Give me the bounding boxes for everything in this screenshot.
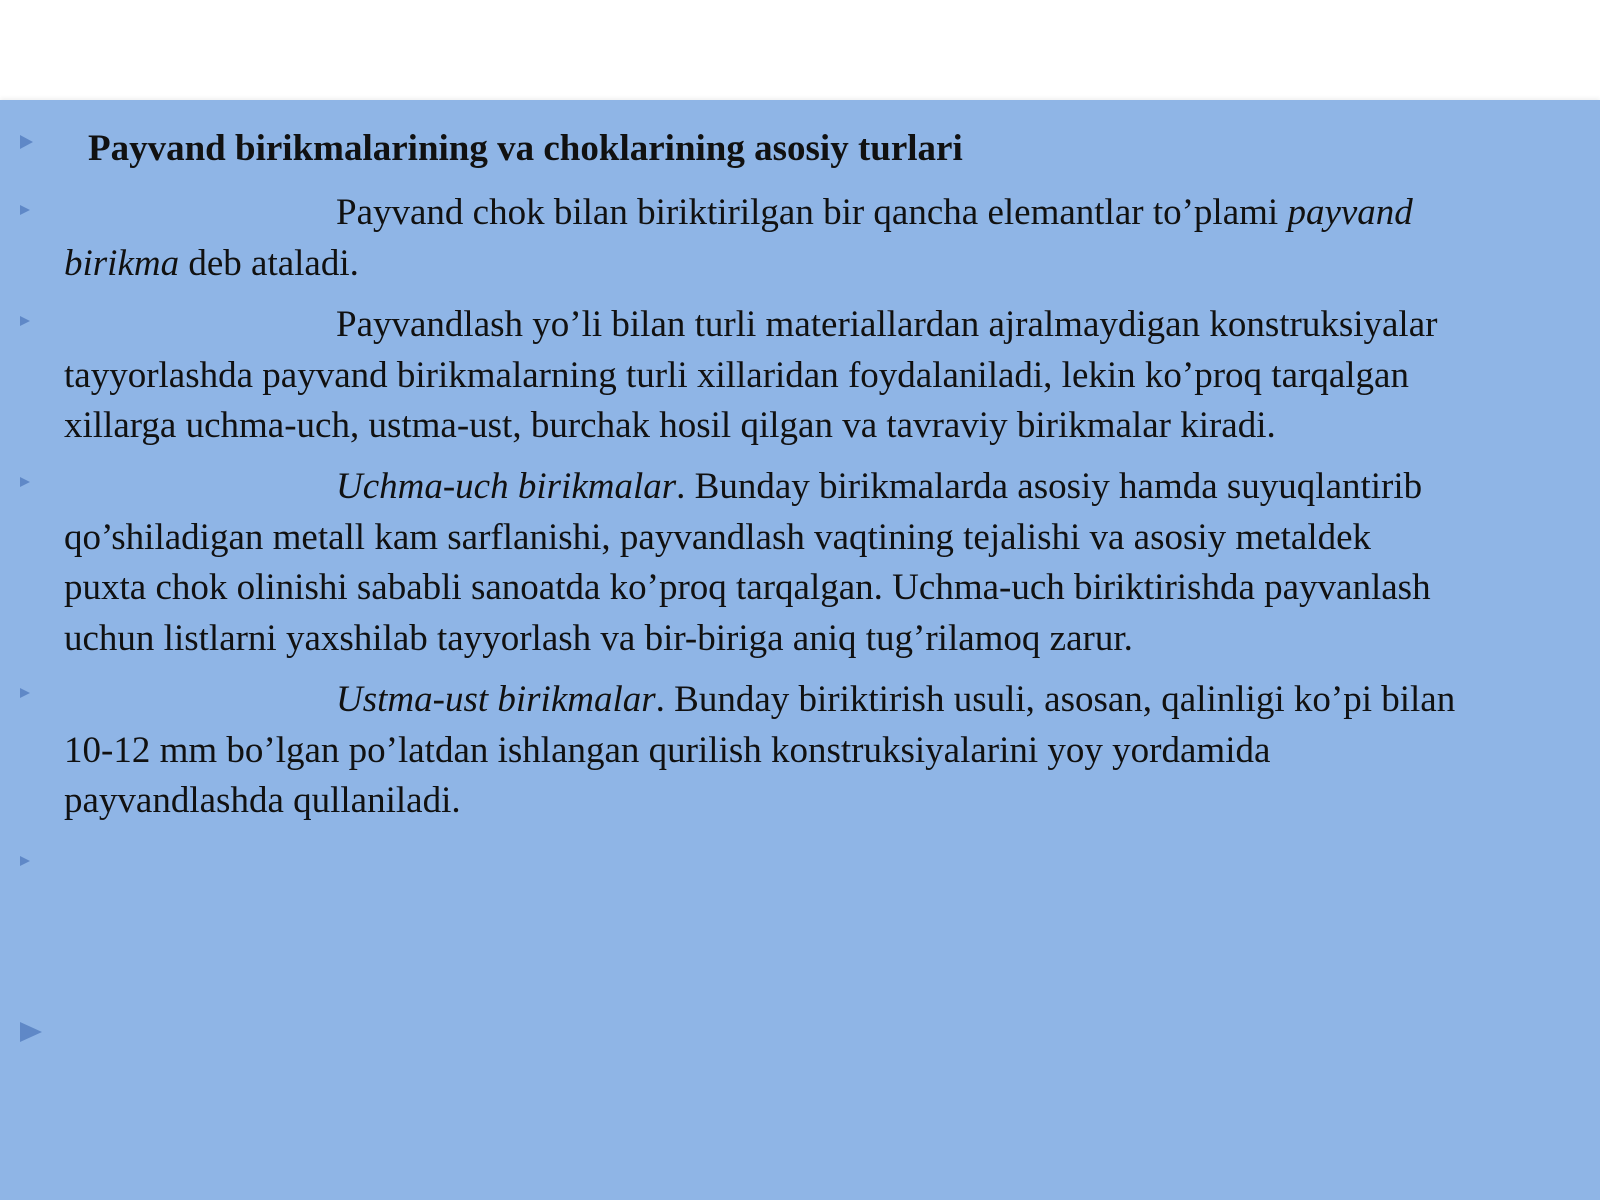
paragraph-line	[64, 462, 1600, 513]
italic-term: Uchma-uch birikmalar	[336, 466, 677, 507]
triangle-bullet-icon	[20, 205, 30, 215]
triangle-bullet-icon	[20, 1022, 42, 1042]
paragraph-line: Payvandlash yo’li bilan turli materiallardan ajralmaydigan konstruksiyalar	[336, 304, 1438, 345]
heading-text: Payvand birikmalarining va choklarining asosiy turlari	[88, 128, 963, 169]
paragraph-definition	[64, 188, 1600, 289]
italic-term: birikma	[64, 242, 180, 284]
text-run: . Bunday biriktirish usuli, asosan, qalinligi ko’pi bilan	[655, 679, 1456, 720]
triangle-bullet-icon	[20, 688, 30, 698]
text-run: Payvand chok bilan biriktirilgan bir qancha elemantlar to’plami	[336, 192, 1288, 233]
triangle-bullet-icon	[20, 316, 30, 326]
paragraph-types	[64, 300, 1600, 452]
paragraph-line: tayyorlashda payvand birikmalarning turli xillaridan foydalaniladi, lekin ko’proq tarqalgan	[64, 354, 1409, 396]
slide-heading	[88, 124, 1600, 175]
paragraph-line: 10-12 mm bo’lgan po’latdan ishlangan qurilish konstruksiyalarini yoy yordamida	[64, 729, 1271, 771]
paragraph-butt-joints	[64, 462, 1600, 664]
text-run: . Bunday birikmalarda asosiy hamda suyuqlantirib	[676, 466, 1423, 507]
paragraph-line	[64, 188, 1600, 239]
paragraph-line: puxta chok olinishi sababli sanoatda ko’proq tarqalgan. Uchma-uch biriktirishda payvanlash	[64, 567, 1431, 608]
paragraph-line	[64, 675, 1600, 726]
triangle-bullet-icon	[20, 856, 30, 866]
italic-term: payvand	[1287, 192, 1413, 233]
slide-top-band	[0, 0, 1600, 100]
paragraph-line: xillarga uchma-uch, ustma-ust, burchak hosil qilgan va tavraviy birikmalar kiradi.	[64, 405, 1276, 446]
text-run: deb ataladi.	[179, 242, 359, 284]
paragraph-line	[64, 239, 1600, 290]
paragraph-line: qo’shiladigan metall kam sarflanishi, payvandlash vaqtining tejalishi va asosiy metaldek	[64, 516, 1372, 558]
paragraph-line: uchun listlarni yaxshilab tayyorlash va bir-biriga aniq tug’rilamoq zarur.	[64, 617, 1133, 659]
paragraph-lap-joints	[64, 675, 1600, 827]
triangle-bullet-icon	[20, 477, 30, 487]
triangle-bullet-icon	[20, 135, 33, 149]
italic-term: Ustma-ust birikmalar	[336, 679, 656, 720]
paragraph-line: payvandlashda qullaniladi.	[64, 780, 461, 821]
